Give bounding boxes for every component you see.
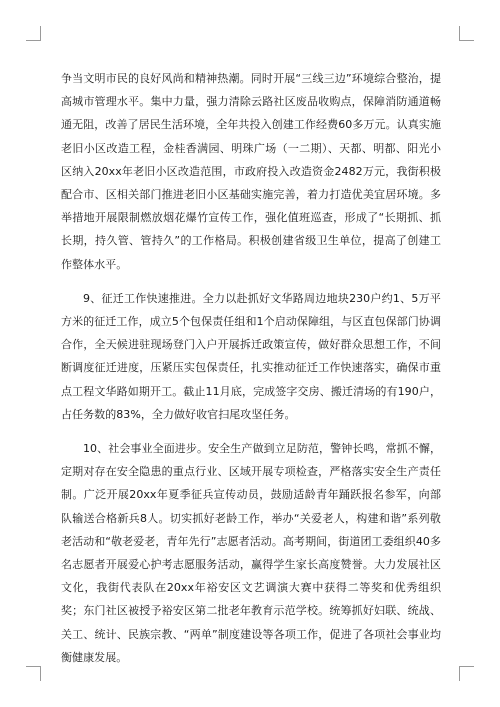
crop-mark-top-left — [26, 26, 41, 41]
paragraph-item-10: 10、社会事业全面进步。安全生产做到立足防范，警钟长鸣，常抓不懈，定期对存在安全隐患的重点行业、区域开展专项检查，严格落实安全生产责任制。广泛开展20xx年夏季征兵宣传动员，鼓励适龄青年踊跃报名参军，向部队输送合格新兵8人。切实抓好老龄工作，举办“关爱老人，构建和谐”系列敬老活动和“敬老爱老，青年先行”志愿者活动。高考期间，街道团工委组织40多名志愿者开展爱心护考志愿服务活动，赢得学生家长高度赞誉。大力发展社区文化，我街代表队在20xx年裕安区文艺调演大赛中获得二等奖和优秀组织奖；东门社区被授予裕安区第二批老年教育示范学校。统筹抓好妇联、统战、关工、统计、民族宗教、“两单”制度建设等各项工作，促进了各项社会事业均衡健康发展。 — [61, 442, 441, 664]
paragraph-spacer — [61, 426, 441, 437]
paragraph-continuation: 争当文明市民的良好风尚和精神热潮。同时开展“三线三边”环境综合整治，提高城市管理水平。集中力量，强力清除云路社区废品收购点，保障消防通道畅通无阻，改善了居民生活环境，全年共投入创建工作经费60多万元。认真实施老旧小区改造工程，金桂香满园、明珠广场（一二期）、天都、明都、阳光小区纳入20xx年老旧小区改造范围，市政府投入改造资金2482万元，我街积极配合市、区相关部门推进老旧小区基础实施完善，着力打造优美宜居环境。多举措地开展限制燃放烟花爆竹宣传工作，强化值班巡查，形成了“长期抓、抓长期，持久管、管持久”的工作格局。积极创建省级卫生单位，提高了创建工作整体水平。 — [61, 72, 441, 271]
paragraph-spacer — [61, 276, 441, 287]
document-body — [61, 67, 441, 669]
paragraph-item-9: 9、征迁工作快速推进。全力以赴抓好文华路周边地块230户约1、5万平方米的征迁工作，成立5个包保责任组和1个启动保障组，与区直包保部门协调合作，全天候进驻现场登门入户开展拆迁政策宣传，做好群众思想工作，不间断调度征迁进度，压紧压实包保责任，扎实推动征迁工作快速落实，确保市重点工程文华路如期开工。截止11月底，完成签字交房、搬迁清场的有190户，占任务数的83%，全力做好收官扫尾攻坚任务。 — [61, 291, 441, 421]
crop-mark-top-right — [459, 26, 474, 41]
crop-mark-bottom-left — [26, 666, 41, 681]
crop-mark-bottom-right — [459, 666, 474, 681]
